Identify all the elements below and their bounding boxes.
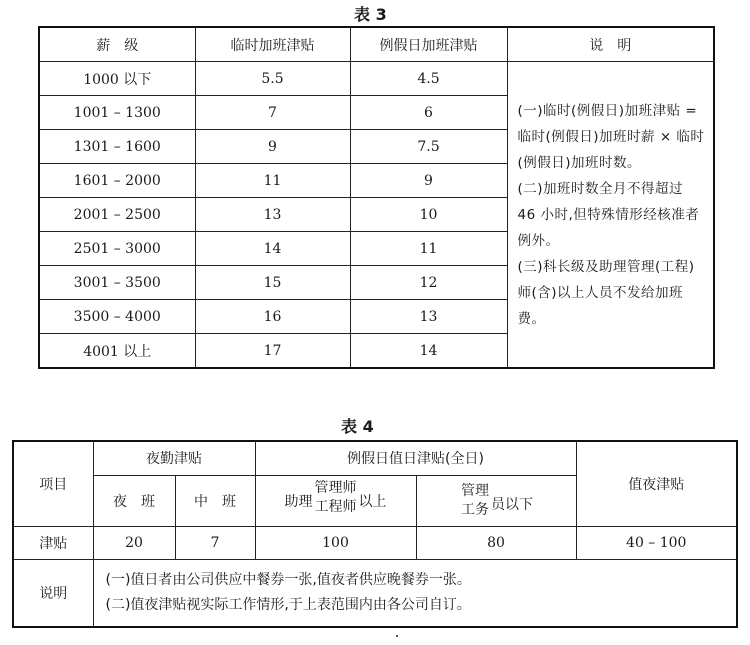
notes-cell [507,62,714,369]
mid-shift-value: 7 [175,526,255,559]
holiday-cell: 7.5 [350,130,507,164]
night-duty-value: 40 – 100 [576,526,737,559]
row-label-notes: 说明 [13,559,93,627]
note-2: (二)值夜津贴视实际工作情形,于上表范围内由各公司自订。 [105,596,471,613]
label-top: 管理 [461,482,489,499]
holiday-cell: 12 [350,266,507,300]
header-notes: 说 明 [507,27,714,62]
table-3-overtime-allowance [38,26,715,369]
grade-cell: 1601 – 2000 [39,164,195,198]
temp-cell: 16 [195,300,350,334]
grade-cell: 3001 – 3500 [39,266,195,300]
table-row [39,62,714,96]
label-bottom: 工程师 [314,498,357,515]
holiday-cell: 13 [350,300,507,334]
table-row-allowance [13,526,737,559]
notes-cell [93,559,737,627]
label-bottom: 工务 [461,501,489,518]
night-shift-value: 20 [93,526,175,559]
table-4-night-holiday-allowance [12,440,738,628]
label-top: 管理师 [314,479,357,496]
note-2: (二)加班时数全月不得超过 46 小时,但特殊情形经核准者例外。 [517,180,700,249]
header-night-shift: 夜 班 [93,475,175,526]
temp-cell: 7 [195,96,350,130]
grade-cell: 2501 – 3000 [39,232,195,266]
staff-below-value: 80 [416,526,576,559]
header-night-duty-allowance: 值夜津贴 [576,441,737,526]
grade-cell: 2001 – 2500 [39,198,195,232]
temp-cell: 17 [195,334,350,369]
temp-cell: 9 [195,130,350,164]
header-mid-shift: 中 班 [175,475,255,526]
stray-dot [396,635,398,637]
holiday-cell: 4.5 [350,62,507,96]
holiday-cell: 10 [350,198,507,232]
holiday-cell: 14 [350,334,507,369]
temp-cell: 13 [195,198,350,232]
temp-cell: 14 [195,232,350,266]
row-label-allowance: 津贴 [13,526,93,559]
temp-cell: 11 [195,164,350,198]
table3-caption: 表 3 [354,5,387,24]
grade-cell: 1000 以下 [39,62,195,96]
label-prefix: 助理 [284,493,313,510]
temp-cell: 5.5 [195,62,350,96]
table-header-row [39,27,714,62]
note-1: (一)临时(例假日)加班津贴 = 临时(例假日)加班时薪 × 临时(例假日)加班时数。 [517,102,705,171]
grade-cell: 1001 – 1300 [39,96,195,130]
header-item: 项目 [13,441,93,526]
note-3: (三)科长级及助理管理(工程)师(含)以上人员不发给加班费。 [517,258,695,327]
table4-caption: 表 4 [341,417,374,436]
grade-cell: 1301 – 1600 [39,130,195,164]
header-holiday-overtime: 例假日加班津贴 [350,27,507,62]
grade-cell: 4001 以上 [39,334,195,369]
header-staff-and-below [416,475,576,526]
label-suffix: 员以下 [491,496,533,513]
assistant-above-value: 100 [255,526,416,559]
temp-cell: 15 [195,266,350,300]
holiday-cell: 11 [350,232,507,266]
header-salary-grade: 薪 级 [39,27,195,62]
label-suffix: 以上 [358,493,387,510]
grade-cell: 3500 – 4000 [39,300,195,334]
header-holiday-duty-allowance: 例假日值日津贴(全日) [255,441,576,475]
note-1: (一)值日者由公司供应中餐券一张,值夜者供应晚餐券一张。 [105,571,471,588]
header-assistant-and-above [255,475,416,526]
holiday-cell: 6 [350,96,507,130]
table-header-row [13,441,737,475]
holiday-cell: 9 [350,164,507,198]
header-temp-overtime: 临时加班津贴 [195,27,350,62]
header-night-allowance: 夜勤津贴 [93,441,255,475]
table-row-notes [13,559,737,627]
